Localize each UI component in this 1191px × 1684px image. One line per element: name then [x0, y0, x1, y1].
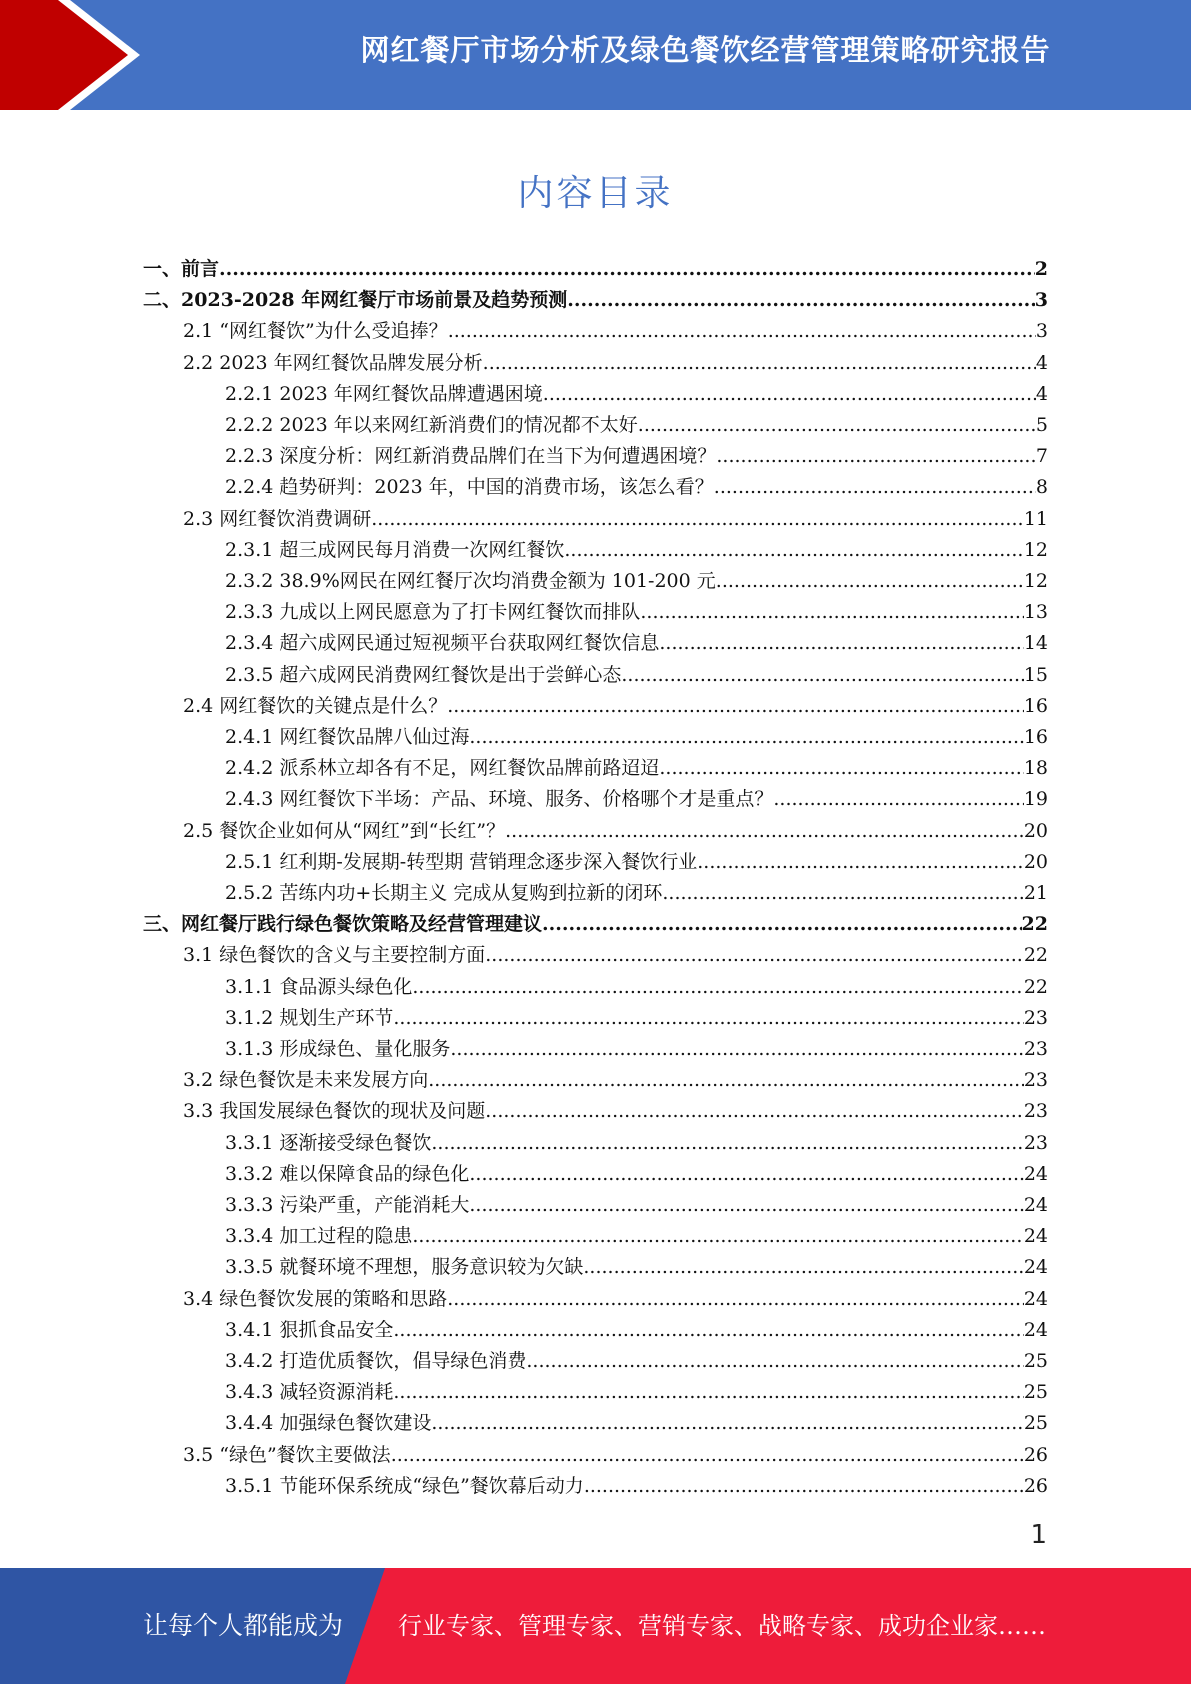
toc-entry[interactable] [183, 1096, 1048, 1127]
toc-entry-label: 2.3.2 38.9%网民在网红餐厅次均消费金额为 101-200 元 [225, 570, 716, 592]
toc-entry-label: 2.2.3 深度分析：网红新消费品牌们在当下为何遭遇困境？ [225, 445, 717, 468]
toc-entry[interactable] [183, 940, 1048, 971]
toc-leader-dots [526, 1346, 1023, 1377]
toc-leader-dots [428, 1065, 1024, 1096]
toc-entry[interactable] [183, 316, 1048, 347]
toc-entry[interactable] [225, 1346, 1048, 1377]
toc-entry-label: 3.3.5 就餐环境不理想，服务意识较为欠缺 [225, 1256, 584, 1279]
toc-leader-dots [447, 691, 1024, 722]
toc-entry[interactable] [183, 1065, 1048, 1096]
toc-entry[interactable] [225, 972, 1048, 1003]
toc-entry-page: 23 [1023, 1100, 1048, 1123]
toc-entry[interactable] [225, 1190, 1048, 1221]
toc-entry-page: 23 [1023, 1131, 1048, 1154]
toc-leader-dots [542, 909, 1022, 940]
toc-leader-dots [716, 441, 1036, 472]
toc-leader-dots [583, 1252, 1023, 1283]
toc-entry-label: 二、2023-2028 年网红餐厅市场前景及趋势预测 [143, 289, 568, 312]
toc-entry-page: 23 [1023, 1069, 1048, 1092]
toc-entry-label: 2.2 2023 年网红餐饮品牌发展分析 [183, 351, 483, 374]
toc-entry-page: 14 [1023, 632, 1048, 655]
toc-entry[interactable] [225, 784, 1048, 815]
toc-entry[interactable] [225, 535, 1048, 566]
toc-entry-label: 3.3.2 难以保障食品的绿色化 [225, 1162, 470, 1185]
toc-entry[interactable] [143, 285, 1048, 316]
toc-entry-page: 22 [1023, 975, 1048, 998]
toc-entry-page: 22 [1021, 913, 1048, 936]
toc-entry-label: 3.1.3 形成绿色、量化服务 [225, 1038, 451, 1060]
toc-entry[interactable] [225, 1315, 1048, 1346]
toc-entry-label: 3.3.3 污染严重，产能消耗大 [225, 1194, 470, 1216]
toc-entry-page: 25 [1023, 1350, 1048, 1372]
toc-leader-dots [773, 784, 1023, 815]
toc-entry-label: 3.2 绿色餐饮是未来发展方向 [183, 1069, 429, 1092]
toc-entry[interactable] [225, 1377, 1048, 1408]
toc-entry[interactable] [225, 628, 1048, 659]
toc-leader-dots [659, 628, 1023, 659]
toc-entry[interactable] [225, 1252, 1048, 1283]
toc-entry-page: 16 [1023, 726, 1048, 748]
footer-slogan-right: 行业专家、管理专家、营销专家、战略专家、成功企业家…… [398, 1612, 1046, 1640]
toc-leader-dots [485, 940, 1024, 971]
toc-leader-dots [662, 878, 1023, 909]
toc-entry-page: 24 [1023, 1162, 1048, 1185]
toc-entry-label: 一、前言 [143, 258, 220, 280]
toc-entry-label: 2.4.3 网红餐饮下半场：产品、环境、服务、价格哪个才是重点？ [225, 788, 774, 811]
toc-leader-dots [659, 753, 1023, 784]
toc-entry-page: 15 [1023, 663, 1048, 686]
toc-leader-dots [412, 1221, 1023, 1252]
toc-entry[interactable] [225, 472, 1048, 503]
toc-leader-dots [431, 1408, 1023, 1439]
toc-entry-label: 2.4 网红餐饮的关键点是什么？ [183, 694, 448, 717]
toc-leader-dots [450, 1034, 1023, 1065]
toc-entry[interactable] [183, 816, 1048, 847]
toc-leader-dots [621, 660, 1023, 691]
toc-entry-label: 2.4.1 网红餐饮品牌八仙过海 [225, 726, 470, 748]
toc-entry-page: 24 [1023, 1256, 1048, 1279]
toc-entry-label: 2.2.4 趋势研判：2023 年，中国的消费市场，该怎么看？ [225, 476, 714, 499]
toc-entry-label: 3.4.2 打造优质餐饮，倡导绿色消费 [225, 1350, 527, 1372]
toc-entry-page: 25 [1023, 1412, 1048, 1435]
toc-entry-label: 3.5.1 节能环保系统成“绿色”餐饮幕后动力 [225, 1474, 584, 1497]
toc-entry-label: 2.3 网红餐饮消费调研 [183, 507, 372, 530]
header-arrow-decoration [0, 0, 160, 110]
toc-entry-page: 26 [1023, 1443, 1048, 1466]
toc-entry[interactable] [183, 348, 1048, 379]
toc-entry-label: 2.3.4 超六成网民通过短视频平台获取网红餐饮信息 [225, 632, 660, 655]
toc-entry-page: 16 [1023, 694, 1048, 717]
toc-entry-page: 4 [1035, 351, 1048, 374]
toc-entry-page: 19 [1023, 788, 1048, 811]
toc-entry[interactable] [183, 1284, 1048, 1315]
toc-leader-dots [412, 972, 1023, 1003]
toc-leader-dots [483, 348, 1036, 379]
toc-leader-dots [697, 847, 1024, 878]
toc-entry-label: 3.4.3 减轻资源消耗 [225, 1381, 394, 1404]
toc-entry-label: 3.1.1 食品源头绿色化 [225, 975, 413, 998]
toc-entry-label: 3.3 我国发展绿色餐饮的现状及问题 [183, 1100, 486, 1123]
toc-entry-label: 3.4 绿色餐饮发展的策略和思路 [183, 1287, 448, 1310]
toc-leader-dots [716, 566, 1024, 597]
toc-entry[interactable] [225, 1034, 1048, 1065]
toc-leader-dots [543, 379, 1036, 410]
toc-leader-dots [485, 1096, 1024, 1127]
toc-entry-label: 2.3.5 超六成网民消费网红餐饮是出于尝鲜心态 [225, 663, 622, 686]
footer-banner [0, 1568, 1191, 1684]
toc-entry-label: 2.4.2 派系林立却各有不足，网红餐饮品牌前路迢迢 [225, 757, 660, 780]
toc-entry[interactable] [225, 1221, 1048, 1252]
toc-entry-page: 7 [1035, 445, 1048, 468]
toc-entry[interactable] [225, 660, 1048, 691]
toc-entry[interactable] [143, 909, 1048, 940]
toc-entry-label: 3.1 绿色餐饮的含义与主要控制方面 [183, 944, 486, 967]
header-banner [0, 0, 1191, 110]
toc-heading: 内容目录 [517, 173, 674, 214]
toc-entry-page: 18 [1023, 757, 1048, 780]
toc-entry[interactable] [225, 566, 1048, 597]
toc-entry[interactable] [225, 753, 1048, 784]
toc-leader-dots [469, 1190, 1023, 1221]
toc-leader-dots [393, 1377, 1023, 1408]
toc-entry-label: 2.5.1 红利期-发展期-转型期 营销理念逐步深入餐饮行业 [225, 850, 698, 873]
toc-entry-label: 3.1.2 规划生产环节 [225, 1006, 394, 1029]
toc-entry-page: 5 [1035, 414, 1048, 436]
toc-entry[interactable] [183, 691, 1048, 722]
toc-leader-dots [431, 1128, 1023, 1159]
toc-entry-label: 3.5 “绿色”餐饮主要做法 [183, 1443, 391, 1466]
toc-entry-label: 三、网红餐厅践行绿色餐饮策略及经营管理建议 [143, 913, 543, 936]
toc-entry-page: 3 [1034, 289, 1048, 312]
toc-entry[interactable] [225, 597, 1048, 628]
toc-entry-label: 3.3.4 加工过程的隐患 [225, 1225, 413, 1248]
toc-entry[interactable] [225, 722, 1048, 753]
report-title: 网红餐厅市场分析及绿色餐饮经营管理策略研究报告 [360, 33, 1051, 67]
toc-entry-page: 20 [1023, 819, 1048, 842]
toc-leader-dots [469, 1159, 1023, 1190]
toc-entry-page: 20 [1023, 850, 1048, 873]
toc-entry[interactable] [225, 1408, 1048, 1439]
toc-entry-label: 2.3.3 九成以上网民愿意为了打卡网红餐饮而排队 [225, 601, 641, 624]
toc-leader-dots [505, 816, 1024, 847]
toc-entry-page: 2 [1034, 258, 1048, 280]
toc-entry-label: 3.4.4 加强绿色餐饮建设 [225, 1412, 432, 1435]
toc-entry[interactable] [183, 504, 1048, 535]
toc-entry-page: 12 [1023, 570, 1048, 592]
toc-leader-dots [638, 410, 1036, 441]
toc-entry[interactable] [143, 254, 1048, 285]
toc-entry-page: 3 [1035, 320, 1048, 343]
toc-entry-page: 22 [1023, 944, 1048, 967]
toc-leader-dots [564, 535, 1023, 566]
footer-slogan-left: 让每个人都能成为 [143, 1611, 344, 1640]
toc-entry-label: 3.4.1 狠抓食品安全 [225, 1318, 394, 1341]
toc-leader-dots [469, 722, 1023, 753]
toc-leader-dots [393, 1003, 1023, 1034]
toc-entry[interactable] [225, 379, 1048, 410]
toc-leader-dots [567, 285, 1035, 316]
toc-entry-label: 3.3.1 逐渐接受绿色餐饮 [225, 1131, 432, 1154]
toc-entry-label: 2.2.1 2023 年网红餐饮品牌遭遇困境 [225, 382, 543, 405]
toc-leader-dots [448, 316, 1036, 347]
toc-entry-page: 24 [1023, 1194, 1048, 1216]
toc-entry[interactable] [225, 1471, 1048, 1502]
toc-entry-label: 2.5 餐饮企业如何从“网红”到“长红”？ [183, 819, 506, 842]
toc-entry-page: 24 [1023, 1225, 1048, 1248]
toc-entry-page: 26 [1023, 1474, 1048, 1497]
toc-entry-page: 24 [1023, 1287, 1048, 1310]
toc-entry[interactable] [225, 1003, 1048, 1034]
toc-leader-dots [393, 1315, 1023, 1346]
toc-entry-page: 13 [1023, 601, 1048, 624]
toc-leader-dots [371, 504, 1024, 535]
toc-leader-dots [714, 472, 1036, 503]
toc-entry[interactable] [225, 441, 1048, 472]
toc-entry[interactable] [183, 1440, 1048, 1471]
toc-leader-dots [584, 1471, 1024, 1502]
toc-entry[interactable] [225, 1159, 1048, 1190]
toc-entry[interactable] [225, 847, 1048, 878]
toc-entry-page: 25 [1023, 1381, 1048, 1404]
toc-entry-page: 23 [1023, 1006, 1048, 1029]
toc-entry-page: 21 [1023, 882, 1048, 904]
toc-entry[interactable] [225, 410, 1048, 441]
toc-leader-dots [447, 1284, 1024, 1315]
toc-entry-label: 2.2.2 2023 年以来网红新消费们的情况都不太好 [225, 414, 638, 436]
toc-entry[interactable] [225, 878, 1048, 909]
toc-entry-page: 11 [1023, 507, 1048, 530]
toc-leader-dots [640, 597, 1023, 628]
toc-entry-page: 24 [1023, 1318, 1048, 1341]
toc-entry-label: 2.3.1 超三成网民每月消费一次网红餐饮 [225, 538, 565, 561]
toc-entry-page: 4 [1035, 382, 1048, 405]
toc-entry-label: 2.5.2 苦练内功+长期主义 完成从复购到拉新的闭环 [225, 882, 663, 904]
toc-leader-dots [391, 1440, 1024, 1471]
toc-entry-label: 2.1 “网红餐饮”为什么受追捧？ [183, 320, 448, 343]
toc-entry-page: 8 [1035, 476, 1048, 499]
toc-entry[interactable] [225, 1128, 1048, 1159]
toc-leader-dots [219, 254, 1035, 285]
toc-entry-page: 23 [1023, 1038, 1048, 1060]
page-number: 1 [1030, 1520, 1047, 1550]
toc-entry-page: 12 [1023, 538, 1048, 561]
